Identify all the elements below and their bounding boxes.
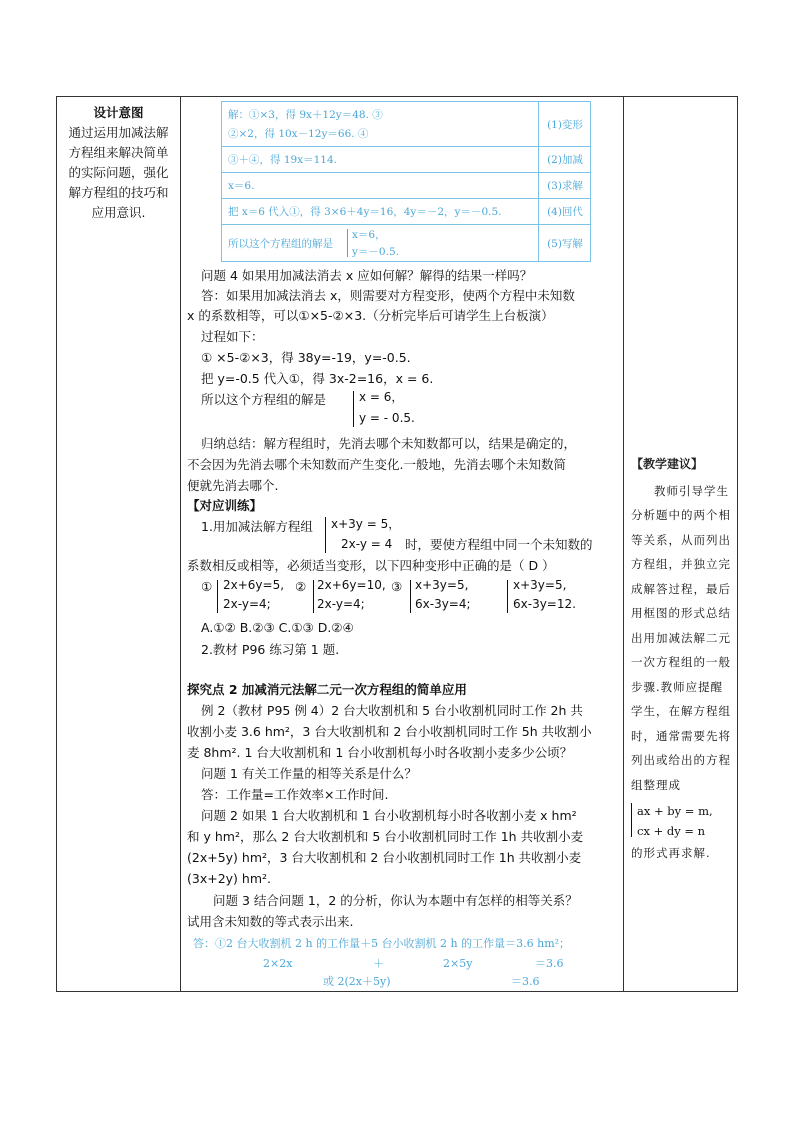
step-row [222, 146, 590, 173]
step-label: (4)回代 [538, 198, 591, 224]
advice-equation: ax + by = m, [637, 804, 713, 818]
training-q1-line2: 系数相反或相等，必须适当变形，以下四种变形中正确的是（ D ） [187, 558, 555, 573]
brace [507, 580, 510, 613]
brace [410, 580, 413, 613]
design-intent-cell [57, 97, 180, 229]
option-mark: ① [201, 579, 213, 594]
option-equation: 6x-3y=4; [415, 597, 471, 611]
example-line: 收割小麦 3.6 hm²，3 台大收割机和 2 台小收割机同时工作 5h 共收割小 [187, 724, 592, 739]
option-equation: 2x-y=4; [317, 597, 365, 611]
brace [313, 580, 316, 613]
teaching-advice-body: 教师引导学生分析题中的两个相等关系，从而列出方程组，并独立完成解答过程，最后用框图的形式总结出用加减法解二元一次方程组的一般步骤.教师应提醒学生，在解方程组时，通常需要先将列出或给出的方程组整理成 [631, 483, 731, 792]
explore-heading: 探究点 2 加减消元法解二元一次方程组的简单应用 [187, 682, 467, 697]
system-equation: 2x-y = 4 [341, 537, 393, 551]
step-row [222, 198, 590, 225]
brace [347, 229, 350, 257]
question-line: 和 y hm²，那么 2 台大收割机和 5 台小收割机同时工作 1h 共收割小麦 [187, 829, 584, 844]
step-text: 把 x＝6 代入①，得 3×6＋4y＝16，4y＝－2，y＝－0.5. [228, 206, 502, 218]
question-line: 问题 3 结合问题 1，2 的分析，你认为本题中有怎样的相等关系？ [213, 893, 578, 908]
question-line: (2x+5y) hm²，3 台大收割机和 2 台小收割机同时工作 1h 共收割小麦 [187, 850, 582, 865]
option-equation: 6x-3y=12. [513, 597, 576, 611]
step-label: (1)变形 [538, 102, 591, 146]
step-text: x＝6. [228, 180, 255, 192]
solution-equation: x = 6， [359, 390, 404, 404]
advice-equation: cx + dy = n [637, 824, 706, 838]
brace [631, 803, 634, 837]
solution-steps-figure [221, 101, 591, 262]
column-divider [180, 97, 181, 991]
option-mark: ② [295, 579, 307, 594]
answer-figure-term: 2×2x [263, 957, 293, 970]
step-text: ②×2，得 10x－12y＝66. ④ [228, 128, 369, 140]
answer-line: 答：工作量=工作效率×工作时间. [201, 787, 389, 802]
option-equation: x+3y=5, [513, 578, 567, 592]
question-4: 问题 4 如果用加减法消去 x 应如何解？解得的结果一样吗？ [201, 268, 533, 283]
answer-line: x 的系数相等，可以①×5-②×3.（分析完毕后可请学生上台板演） [187, 308, 554, 323]
question-line: 问题 2 如果 1 台大收割机和 1 台小收割机每小时各收割小麦 x hm² [201, 808, 577, 823]
lesson-table [56, 96, 738, 992]
brace [217, 580, 220, 613]
process-label: 过程如下： [201, 329, 264, 344]
advice-system [631, 799, 732, 841]
training-q2: 2.教材 P96 练习第 1 题. [201, 642, 340, 657]
step-label: (5)写解 [538, 224, 591, 262]
brace [325, 517, 328, 553]
example-line: 麦 8hm². 1 台大收割机和 1 台小收割机每小时各收割小麦多少公顷？ [187, 745, 573, 760]
question-line: 问题 1 有关工作量的相等关系是什么？ [201, 766, 417, 781]
solution-equation: y = - 0.5. [359, 411, 415, 425]
summary-line: 便就先消去哪个. [187, 478, 279, 493]
training-q1: 1.用加减法解方程组 [201, 519, 313, 534]
column-divider [623, 97, 624, 991]
option-equation: 2x+6y=10, [317, 578, 386, 592]
brace [353, 391, 356, 427]
option-equation: x+3y=5, [415, 578, 469, 592]
summary-line: 归纳总结：解方程组时，先消去哪个未知数都可以，结果是确定的， [201, 436, 577, 451]
step-row [222, 224, 590, 262]
answer-figure-line: 答：①2 台大收割机 2 h 的工作量＋5 台小收割机 2 h 的工作量＝3.6 hm²； [193, 937, 571, 950]
step-row [222, 102, 590, 147]
teaching-advice-cell [625, 452, 738, 866]
answer-choices: A.①② B.②③ C.①③ D.②④ [201, 620, 354, 635]
option-equation: 2x-y=4; [223, 597, 271, 611]
solution-lead: 所以这个方程组的解是 [201, 392, 327, 407]
answer-figure-term: 或 2(2x＋5y) [323, 975, 391, 988]
example-line: 例 2（教材 P95 例 4）2 台大收割机和 5 台小收割机同时工作 2h 共 [201, 703, 583, 718]
question-line: 试用含未知数的等式表示出来. [187, 914, 354, 929]
step-text: ③＋④，得 19x＝114. [228, 154, 337, 166]
design-intent-body: 通过运用加减法解方程组来解决简单的实际问题，强化解方程组的技巧和应用意识. [68, 125, 169, 220]
step-label: (2)加减 [538, 146, 591, 172]
step-equation: x＝6， [352, 229, 386, 241]
answer-line: 答：如果用加减法消去 x，则需要对方程变形，使两个方程中未知数 [201, 288, 575, 303]
step-label: (3)求解 [538, 172, 591, 198]
option-equation: 2x+6y=5, [223, 578, 285, 592]
answer-figure-term: ＋ [373, 957, 384, 970]
design-intent-title: 设计意图 [93, 105, 144, 120]
answer-figure-term: ＝3.6 [511, 975, 540, 988]
answer-figure-term: 2×5y [443, 957, 473, 970]
teaching-advice-tail: 的形式再求解. [631, 846, 711, 860]
step-text: 解：①×3，得 9x＋12y＝48. ③ [228, 109, 383, 121]
system-equation: x+3y = 5， [331, 517, 401, 531]
step-row [222, 172, 590, 199]
teaching-advice-title: 【教学建议】 [631, 457, 704, 471]
question-line: (3x+2y) hm². [187, 871, 271, 886]
option-mark: ③ [391, 579, 403, 594]
summary-line: 不会因为先消去哪个未知数而产生变化.一般地，先消去哪个未知数简 [187, 457, 566, 472]
process-line: ① ×5-②×3，得 38y=-19，y=-0.5. [201, 350, 411, 365]
training-q1-tail: 时，要使方程组中同一个未知数的 [405, 537, 593, 552]
process-line: 把 y=-0.5 代入①，得 3x-2=16，x = 6. [201, 371, 434, 386]
training-heading: 【对应训练】 [187, 498, 263, 513]
step-text: 所以这个方程组的解是 [228, 238, 333, 250]
step-equation: y＝－0.5. [352, 246, 399, 258]
answer-figure-term: ＝3.6 [535, 957, 564, 970]
